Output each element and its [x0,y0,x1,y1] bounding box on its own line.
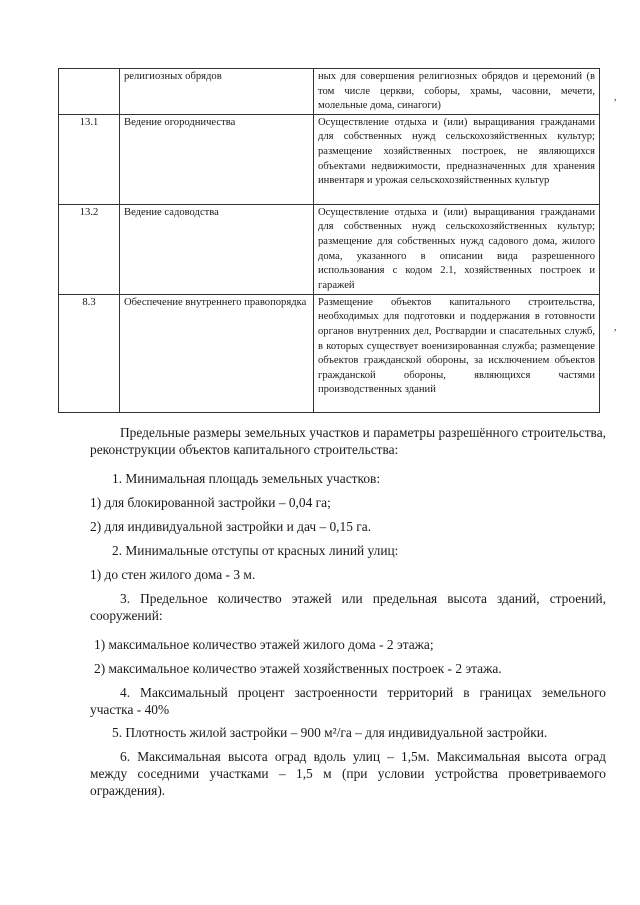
list-heading: 1. Минимальная площадь земельных участков: [112,471,381,486]
table-cell-name: Обеспечение внутреннего правопорядка [120,294,314,412]
table-cell-description: ных для совершения религиозных обрядов и церемоний (в том числе церкви, соборы, храмы, часовни, мечети, молельные дома, синагоги) [314,69,600,115]
table-cell-code: 13.1 [59,114,120,204]
list-heading: 6. Максимальная высота оград вдоль улиц – 1,5м. Максимальная высота оград между соседними участками – 1,5 м (при условии устройства проветриваемого ограждения). [90,749,606,798]
table-row [59,204,600,294]
table-cell-code: 13.2 [59,204,120,294]
table-row [59,114,600,204]
margin-mark: , [614,92,617,103]
list-heading: 3. Предельное количество этажей или предельная высота зданий, строений, сооружений: [90,591,606,623]
table-cell-code: 8.3 [59,294,120,412]
list-heading: 4. Максимальный процент застроенности территорий в границах земельного участка - 40% [90,685,606,717]
list-item: 1) до стен жилого дома - 3 м. [90,567,256,582]
intro-paragraph: Предельные размеры земельных участков и параметры разрешённого строительства, реконструкции объектов капитального строительства: [90,425,606,457]
margin-mark: , [614,322,617,333]
land-use-table [58,68,600,413]
list-item: 1) для блокированной застройки – 0,04 га; [90,495,331,510]
list-heading: 5. Плотность жилой застройки – 900 м²/га – для индивидуальной застройки. [112,725,548,740]
list-heading: 2. Минимальные отступы от красных линий улиц: [112,543,399,558]
list-item: 2) для индивидуальной застройки и дач – 0,15 га. [90,519,372,534]
table-row [59,294,600,412]
list-item: 1) максимальное количество этажей жилого дома - 2 этажа; [94,637,434,652]
table-cell-description: Осуществление отдыха и (или) выращивания гражданами для собственных нужд сельскохозяйственных культур; размещение хозяйственных построек, не являющихся объектами недвижимости, предназначенных для хранения инвентаря и урожая сельскохозяйственных культур [314,114,600,204]
table-cell-name: Ведение огородничества [120,114,314,204]
table-cell-description: Размещение объектов капитального строительства, необходимых для подготовки и поддержания в готовности органов внутренних дел, Росгвардии и спасательных служб, в которых существует военизированная служба; размещение объектов гражданской обороны, за исключением объектов гражданской обороны, являющихся частями производственных зданий [314,294,600,412]
table-cell-name: Ведение садоводства [120,204,314,294]
table-cell-code [59,69,120,115]
table-row [59,69,600,115]
table-cell-description: Осуществление отдыха и (или) выращивания гражданами для собственных нужд сельскохозяйственных культур; размещение для собственных нужд садового дома, жилого дома, указанного в описании вида разрешенного использования с кодом 2.1, хозяйственных построек и гаражей [314,204,600,294]
list-item: 2) максимальное количество этажей хозяйственных построек - 2 этажа. [94,661,502,676]
table-cell-name: религиозных обрядов [120,69,314,115]
